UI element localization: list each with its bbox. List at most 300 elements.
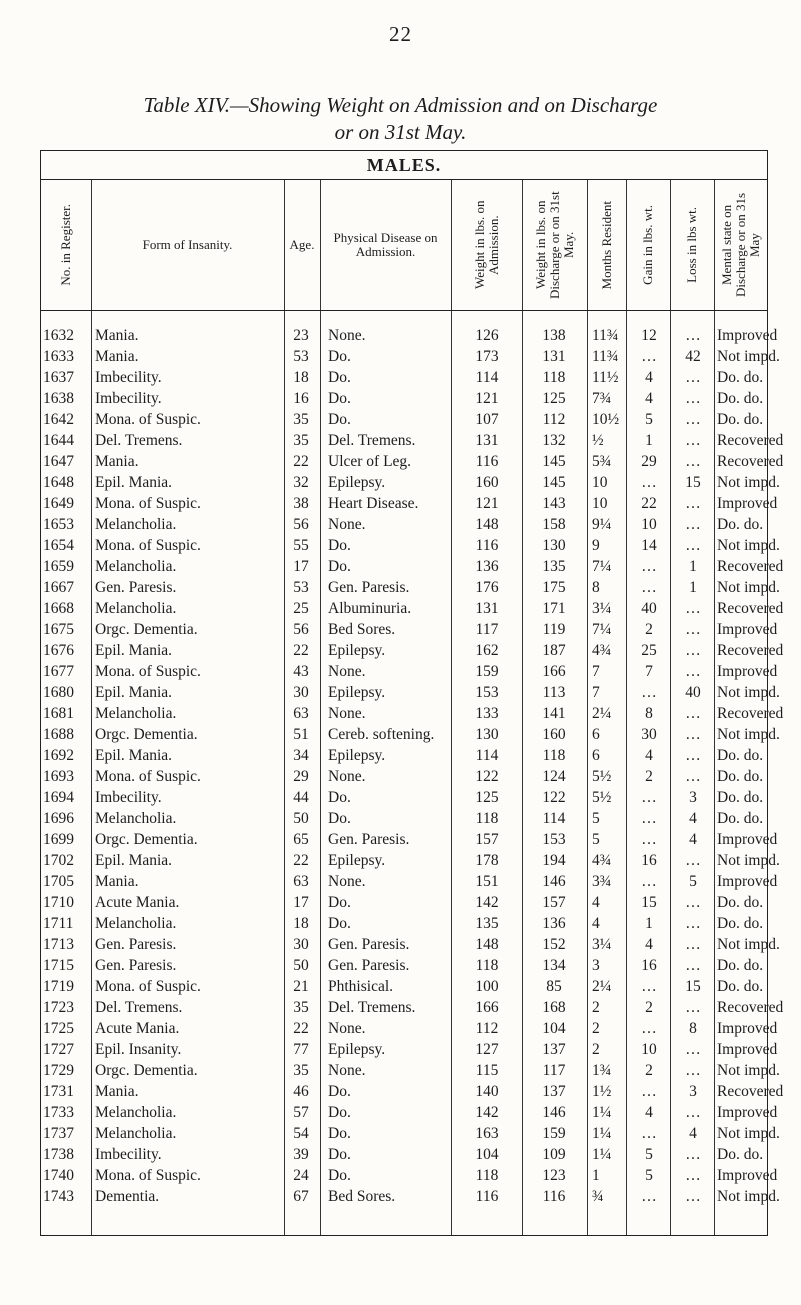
cell-months-resident: 7¼: [592, 621, 612, 638]
cell-loss: …: [685, 600, 701, 617]
cell-physical-disease: Do.: [328, 390, 351, 407]
cell-gain: …: [641, 810, 657, 827]
header-mental-state: Mental state on Discharge or on 31s May: [718, 192, 762, 298]
table-row: [41, 472, 780, 493]
cell-months-resident: 4¾: [592, 642, 612, 659]
cell-weight-discharge: 132: [542, 432, 566, 449]
cell-form-of-insanity: Melancholia.: [95, 705, 177, 722]
cell-form-of-insanity: Mona. of Suspic.: [95, 537, 201, 554]
cell-gain: …: [641, 831, 657, 848]
table-row: [41, 913, 767, 934]
header-weight-admission: Weight in lbs. on Admission.: [471, 200, 501, 290]
table-body: [41, 325, 784, 1207]
cell-months-resident: 7¼: [592, 558, 612, 575]
cell-loss: …: [685, 390, 701, 407]
table-row: [41, 325, 778, 346]
cell-weight-admission: 151: [475, 873, 499, 890]
cell-register-no: 1644: [43, 432, 74, 449]
table-row: [41, 1081, 784, 1102]
cell-months-resident: 2¼: [592, 705, 612, 722]
cell-months-resident: 1¼: [592, 1146, 612, 1163]
cell-physical-disease: Del. Tremens.: [328, 999, 416, 1016]
cell-weight-discharge: 119: [542, 621, 566, 638]
cell-mental-state: Do. do.: [717, 978, 764, 995]
cell-months-resident: 2: [592, 999, 600, 1016]
cell-mental-state: Improved: [717, 621, 778, 638]
table-row: [41, 976, 767, 997]
cell-weight-admission: 126: [475, 327, 499, 344]
cell-loss: …: [685, 327, 701, 344]
cell-weight-admission: 135: [475, 915, 499, 932]
table-row: [41, 724, 780, 745]
table-row: [41, 682, 780, 703]
cell-weight-discharge: 137: [542, 1083, 566, 1100]
cell-gain: 10: [641, 516, 657, 533]
cell-weight-discharge: 114: [542, 810, 566, 827]
cell-months-resident: 4¾: [592, 852, 612, 869]
cell-physical-disease: Del. Tremens.: [328, 432, 416, 449]
cell-register-no: 1738: [43, 1146, 74, 1163]
cell-register-no: 1649: [43, 495, 74, 512]
table-row: [41, 367, 767, 388]
cell-loss: 42: [685, 348, 701, 365]
cell-months-resident: 1: [592, 1167, 600, 1184]
cell-physical-disease: Cereb. softening.: [328, 726, 435, 743]
cell-gain: …: [641, 1188, 657, 1205]
cell-mental-state: Do. do.: [717, 516, 764, 533]
cell-mental-state: Improved: [717, 1041, 778, 1058]
cell-weight-discharge: 123: [542, 1167, 566, 1184]
cell-months-resident: 5¾: [592, 453, 612, 470]
cell-loss: …: [685, 852, 701, 869]
cell-gain: …: [641, 873, 657, 890]
cell-loss: 3: [689, 789, 697, 806]
cell-register-no: 1654: [43, 537, 74, 554]
cell-age: 63: [293, 705, 309, 722]
cell-form-of-insanity: Acute Mania.: [95, 1020, 180, 1037]
cell-weight-admission: 148: [475, 516, 499, 533]
cell-form-of-insanity: Imbecility.: [95, 789, 162, 806]
cell-physical-disease: Do.: [328, 894, 351, 911]
cell-form-of-insanity: Del. Tremens.: [95, 999, 183, 1016]
cell-age: 39: [293, 1146, 309, 1163]
cell-form-of-insanity: Melancholia.: [95, 516, 177, 533]
cell-gain: …: [641, 348, 657, 365]
header-weight-discharge: Weight in lbs. on Discharge or on 31st May.: [532, 191, 576, 299]
cell-loss: …: [685, 432, 701, 449]
cell-loss: …: [685, 726, 701, 743]
cell-register-no: 1677: [43, 663, 74, 680]
cell-weight-discharge: 158: [542, 516, 566, 533]
cell-mental-state: Not impd.: [717, 936, 780, 953]
cell-gain: 1: [645, 432, 653, 449]
cell-loss: …: [685, 1188, 701, 1205]
cell-physical-disease: Do.: [328, 789, 351, 806]
cell-months-resident: 5: [592, 810, 600, 827]
cell-weight-discharge: 157: [542, 894, 566, 911]
cell-form-of-insanity: Epil. Mania.: [95, 684, 173, 701]
cell-loss: …: [685, 495, 701, 512]
cell-weight-admission: 140: [475, 1083, 499, 1100]
cell-physical-disease: None.: [328, 516, 366, 533]
cell-weight-discharge: 130: [542, 537, 566, 554]
cell-months-resident: 11¾: [592, 348, 619, 365]
cell-physical-disease: Phthisical.: [328, 978, 394, 995]
table-row: [41, 808, 767, 829]
cell-age: 32: [293, 474, 309, 491]
cell-physical-disease: Ulcer of Leg.: [328, 453, 412, 470]
table-row: [41, 388, 767, 409]
header-loss: Loss in lbs wt.: [684, 207, 699, 283]
cell-age: 17: [293, 558, 309, 575]
cell-register-no: 1692: [43, 747, 74, 764]
cell-physical-disease: Epilepsy.: [328, 1041, 386, 1058]
cell-months-resident: 4: [592, 894, 600, 911]
cell-mental-state: Improved: [717, 327, 778, 344]
cell-weight-discharge: 136: [542, 915, 566, 932]
cell-weight-admission: 133: [475, 705, 499, 722]
cell-physical-disease: Epilepsy.: [328, 852, 386, 869]
cell-mental-state: Improved: [717, 1020, 778, 1037]
cell-months-resident: 6: [592, 726, 600, 743]
cell-weight-admission: 127: [475, 1041, 499, 1058]
cell-physical-disease: Gen. Paresis.: [328, 957, 410, 974]
cell-physical-disease: Do.: [328, 915, 351, 932]
cell-register-no: 1743: [43, 1188, 74, 1205]
cell-gain: 2: [645, 1062, 653, 1079]
cell-age: 23: [293, 327, 309, 344]
cell-loss: …: [685, 936, 701, 953]
cell-loss: …: [685, 705, 701, 722]
title-line-1: Table XIV.—Showing Weight on Admission and on Discharge: [143, 93, 658, 117]
cell-form-of-insanity: Imbecility.: [95, 369, 162, 386]
cell-weight-admission: 163: [475, 1125, 499, 1142]
cell-weight-discharge: 159: [542, 1125, 566, 1142]
cell-weight-admission: 118: [475, 1167, 499, 1184]
table-row: [41, 1186, 780, 1207]
cell-months-resident: 9¼: [592, 516, 612, 533]
cell-weight-admission: 116: [475, 537, 499, 554]
table-row: [41, 1123, 780, 1144]
cell-weight-discharge: 141: [542, 705, 566, 722]
cell-age: 54: [293, 1125, 309, 1142]
cell-physical-disease: Epilepsy.: [328, 747, 386, 764]
cell-physical-disease: Bed Sores.: [328, 621, 396, 638]
cell-months-resident: 3¾: [592, 873, 612, 890]
cell-register-no: 1731: [43, 1083, 74, 1100]
cell-weight-discharge: 194: [542, 852, 566, 869]
cell-weight-discharge: 104: [542, 1020, 566, 1037]
cell-register-no: 1711: [43, 915, 74, 932]
cell-form-of-insanity: Gen. Paresis.: [95, 936, 177, 953]
cell-mental-state: Recovered: [717, 600, 784, 617]
cell-weight-admission: 125: [475, 789, 499, 806]
cell-weight-discharge: 152: [542, 936, 566, 953]
cell-register-no: 1642: [43, 411, 74, 428]
cell-months-resident: 1¼: [592, 1125, 612, 1142]
cell-weight-admission: 131: [475, 432, 499, 449]
cell-mental-state: Not impd.: [717, 852, 780, 869]
cell-register-no: 1681: [43, 705, 74, 722]
cell-weight-discharge: 122: [542, 789, 566, 806]
cell-form-of-insanity: Mona. of Suspic.: [95, 978, 201, 995]
cell-weight-admission: 116: [475, 453, 499, 470]
cell-loss: …: [685, 999, 701, 1016]
cell-physical-disease: Do.: [328, 1104, 351, 1121]
cell-weight-admission: 121: [475, 495, 499, 512]
cell-mental-state: Improved: [717, 1167, 778, 1184]
cell-form-of-insanity: Melancholia.: [95, 558, 177, 575]
cell-form-of-insanity: Orgc. Dementia.: [95, 831, 198, 848]
table-row: [41, 535, 780, 556]
cell-gain: 14: [641, 537, 657, 554]
cell-physical-disease: Albuminuria.: [328, 600, 412, 617]
cell-age: 17: [293, 894, 309, 911]
section-heading: MALES.: [41, 150, 767, 180]
cell-weight-admission: 142: [475, 894, 499, 911]
cell-weight-discharge: 138: [542, 327, 566, 344]
cell-form-of-insanity: Epil. Mania.: [95, 474, 173, 491]
cell-weight-discharge: 145: [542, 474, 566, 491]
cell-loss: …: [685, 411, 701, 428]
cell-months-resident: ¾: [592, 1188, 604, 1205]
cell-register-no: 1637: [43, 369, 74, 386]
cell-mental-state: Not impd.: [717, 348, 780, 365]
cell-loss: …: [685, 1146, 701, 1163]
cell-register-no: 1638: [43, 390, 74, 407]
cell-months-resident: 11½: [592, 369, 619, 386]
cell-gain: …: [641, 579, 657, 596]
cell-gain: 25: [641, 642, 657, 659]
cell-register-no: 1699: [43, 831, 74, 848]
cell-form-of-insanity: Gen. Paresis.: [95, 957, 177, 974]
table-row: [41, 640, 784, 661]
cell-mental-state: Not impd.: [717, 474, 780, 491]
cell-loss: 40: [685, 684, 701, 701]
cell-loss: 1: [689, 558, 697, 575]
cell-mental-state: Improved: [717, 831, 778, 848]
header-gain: Gain in lbs. wt.: [640, 205, 655, 285]
cell-age: 29: [293, 768, 309, 785]
cell-form-of-insanity: Imbecility.: [95, 1146, 162, 1163]
cell-loss: 4: [689, 1125, 697, 1142]
cell-register-no: 1702: [43, 852, 74, 869]
cell-form-of-insanity: Mania.: [95, 327, 139, 344]
cell-weight-admission: 107: [475, 411, 499, 428]
cell-gain: 1: [645, 915, 653, 932]
cell-register-no: 1667: [43, 579, 74, 596]
cell-register-no: 1723: [43, 999, 74, 1016]
cell-months-resident: 3: [592, 957, 600, 974]
cell-loss: …: [685, 642, 701, 659]
cell-weight-discharge: 145: [542, 453, 566, 470]
table-row: [41, 829, 778, 850]
cell-age: 43: [293, 663, 309, 680]
header-form-of-insanity: Form of Insanity.: [142, 237, 233, 252]
cell-age: 50: [293, 810, 309, 827]
cell-register-no: 1676: [43, 642, 74, 659]
cell-weight-admission: 131: [475, 600, 499, 617]
cell-register-no: 1647: [43, 453, 74, 470]
table-row: [41, 493, 778, 514]
cell-physical-disease: Epilepsy.: [328, 474, 386, 491]
cell-loss: …: [685, 768, 701, 785]
table-row: [41, 787, 767, 808]
cell-physical-disease: Do.: [328, 411, 351, 428]
page-number: 22: [389, 22, 412, 46]
header-physical-disease: Physical Disease on Admission.: [333, 230, 438, 259]
table-row: [41, 955, 767, 976]
cell-mental-state: Do. do.: [717, 894, 764, 911]
cell-gain: 16: [641, 957, 657, 974]
cell-register-no: 1725: [43, 1020, 74, 1037]
cell-form-of-insanity: Imbecility.: [95, 390, 162, 407]
cell-age: 22: [293, 1020, 309, 1037]
cell-form-of-insanity: Gen. Paresis.: [95, 579, 177, 596]
cell-weight-discharge: 187: [542, 642, 566, 659]
table-row: [41, 1102, 778, 1123]
cell-loss: …: [685, 957, 701, 974]
cell-form-of-insanity: Mona. of Suspic.: [95, 768, 201, 785]
table-row: [41, 934, 780, 955]
cell-mental-state: Not impd.: [717, 1125, 780, 1142]
cell-form-of-insanity: Orgc. Dementia.: [95, 621, 198, 638]
cell-age: 50: [293, 957, 309, 974]
cell-weight-admission: 115: [475, 1062, 499, 1079]
cell-gain: 22: [641, 495, 657, 512]
cell-gain: 16: [641, 852, 657, 869]
cell-physical-disease: Do.: [328, 1167, 351, 1184]
table-row: [41, 1165, 778, 1186]
cell-age: 22: [293, 852, 309, 869]
cell-weight-discharge: 137: [542, 1041, 566, 1058]
cell-physical-disease: None.: [328, 327, 366, 344]
cell-age: 56: [293, 516, 309, 533]
cell-form-of-insanity: Epil. Insanity.: [95, 1041, 182, 1058]
cell-weight-discharge: 113: [542, 684, 566, 701]
table-row: [41, 703, 784, 724]
cell-loss: 1: [689, 579, 697, 596]
cell-weight-admission: 148: [475, 936, 499, 953]
header-months-resident: Months Resident: [598, 200, 614, 290]
table-row: [41, 766, 767, 787]
cell-form-of-insanity: Epil. Mania.: [95, 642, 173, 659]
cell-register-no: 1727: [43, 1041, 74, 1058]
cell-mental-state: Do. do.: [717, 1146, 764, 1163]
cell-physical-disease: None.: [328, 768, 366, 785]
cell-register-no: 1633: [43, 348, 74, 365]
cell-physical-disease: Gen. Paresis.: [328, 831, 410, 848]
cell-age: 25: [293, 600, 309, 617]
cell-gain: 2: [645, 621, 653, 638]
cell-gain: 2: [645, 999, 653, 1016]
cell-physical-disease: Do.: [328, 537, 351, 554]
cell-physical-disease: None.: [328, 1020, 366, 1037]
table-row: [41, 346, 780, 367]
cell-register-no: 1688: [43, 726, 74, 743]
cell-form-of-insanity: Mania.: [95, 873, 139, 890]
cell-weight-admission: 122: [475, 768, 499, 785]
cell-loss: …: [685, 1041, 701, 1058]
table-row: [41, 850, 780, 871]
cell-weight-discharge: 125: [542, 390, 566, 407]
cell-weight-discharge: 109: [542, 1146, 566, 1163]
header-rule: [41, 310, 767, 311]
cell-weight-discharge: 116: [542, 1188, 566, 1205]
cell-mental-state: Improved: [717, 495, 778, 512]
cell-gain: 4: [645, 390, 653, 407]
cell-weight-discharge: 117: [542, 1062, 566, 1079]
cell-physical-disease: Gen. Paresis.: [328, 936, 410, 953]
cell-weight-admission: 118: [475, 810, 499, 827]
cell-gain: 15: [641, 894, 657, 911]
cell-age: 18: [293, 915, 309, 932]
cell-weight-discharge: 143: [542, 495, 566, 512]
cell-register-no: 1675: [43, 621, 74, 638]
cell-form-of-insanity: Mona. of Suspic.: [95, 1167, 201, 1184]
cell-form-of-insanity: Orgc. Dementia.: [95, 1062, 198, 1079]
cell-register-no: 1696: [43, 810, 74, 827]
table-row: [41, 514, 767, 535]
cell-gain: 4: [645, 1104, 653, 1121]
cell-physical-disease: Do.: [328, 558, 351, 575]
cell-weight-admission: 118: [475, 957, 499, 974]
cell-loss: …: [685, 453, 701, 470]
table-row: [41, 556, 784, 577]
cell-age: 57: [293, 1104, 309, 1121]
cell-gain: …: [641, 1020, 657, 1037]
cell-weight-discharge: 146: [542, 873, 566, 890]
cell-age: 35: [293, 411, 309, 428]
cell-loss: 4: [689, 810, 697, 827]
table-row: [41, 1039, 778, 1060]
cell-months-resident: 1¼: [592, 1104, 612, 1121]
cell-age: 53: [293, 348, 309, 365]
cell-form-of-insanity: Dementia.: [95, 1188, 160, 1205]
cell-mental-state: Do. do.: [717, 915, 764, 932]
cell-weight-discharge: 160: [542, 726, 566, 743]
cell-months-resident: 7: [592, 663, 600, 680]
cell-loss: …: [685, 1104, 701, 1121]
cell-weight-admission: 166: [475, 999, 499, 1016]
table-row: [41, 1060, 780, 1081]
cell-loss: …: [685, 663, 701, 680]
cell-weight-admission: 142: [475, 1104, 499, 1121]
cell-gain: …: [641, 789, 657, 806]
cell-form-of-insanity: Mania.: [95, 1083, 139, 1100]
cell-physical-disease: Bed Sores.: [328, 1188, 396, 1205]
cell-register-no: 1693: [43, 768, 74, 785]
cell-mental-state: Not impd.: [717, 726, 780, 743]
cell-loss: …: [685, 747, 701, 764]
cell-weight-admission: 130: [475, 726, 499, 743]
cell-physical-disease: Do.: [328, 1083, 351, 1100]
cell-months-resident: 10½: [592, 411, 620, 428]
table-row: [41, 745, 767, 766]
cell-gain: 5: [645, 1167, 653, 1184]
table-row: [41, 619, 778, 640]
table-row: [41, 1144, 767, 1165]
cell-weight-discharge: 175: [542, 579, 566, 596]
cell-register-no: 1653: [43, 516, 74, 533]
cell-register-no: 1737: [43, 1125, 74, 1142]
cell-weight-admission: 173: [475, 348, 499, 365]
header-register-no: No. in Register.: [58, 204, 73, 286]
cell-gain: 4: [645, 747, 653, 764]
cell-age: 16: [293, 390, 309, 407]
cell-form-of-insanity: Acute Mania.: [95, 894, 180, 911]
cell-register-no: 1648: [43, 474, 74, 491]
